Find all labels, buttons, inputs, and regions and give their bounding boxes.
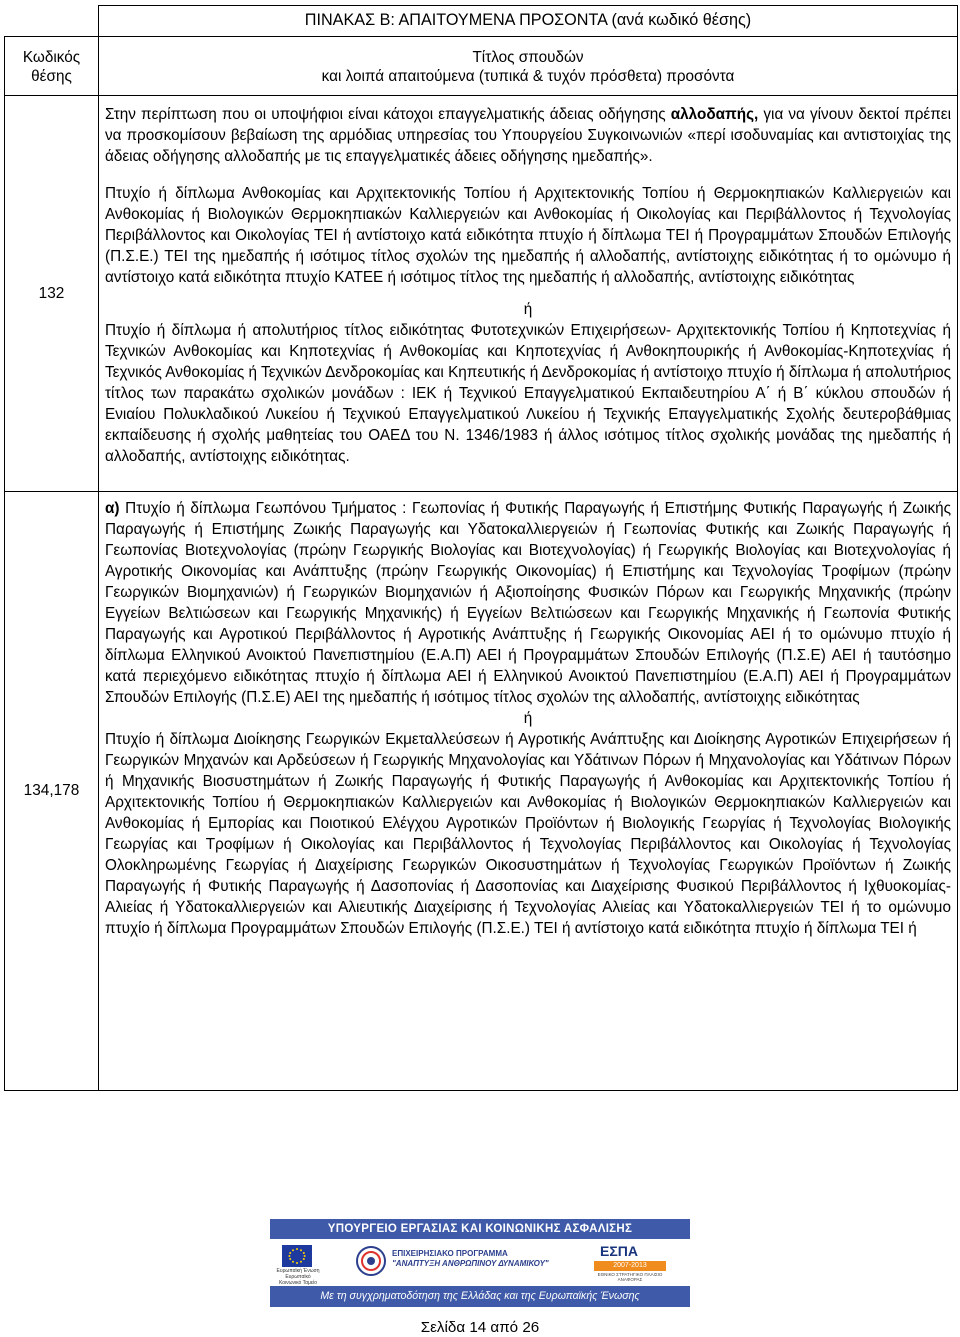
header-req-line1: Τίτλος σπουδών	[472, 49, 584, 66]
espa-subtitle: ΕΘΝΙΚΟ ΣΤΡΑΤΗΓΙΚΟ ΠΛΑΙΣΙΟ ΑΝΑΦΟΡΑΣ	[597, 1272, 663, 1282]
header-req-line2: και λοιπά απαιτούμενα (τυπικά & τυχόν πρόσθετα) προσόντα	[321, 68, 735, 85]
table-row	[5, 96, 958, 492]
cofunding-slogan: Με τη συγχρηματοδότηση της Ελλάδας και της Ευρωπαϊκής Ένωσης	[270, 1286, 690, 1307]
program-name	[392, 1249, 549, 1269]
license-note-part2: για να γίνουν δεκτοί πρέπει να προσκομίσουν βεβαίωση της αρμόδιας υπηρεσίας του Υπουργείου Συγκοινωνιών «περί ισοδυναμίας και αντιστοιχίας της άδειας οδήγησης αλλοδαπής με τις επαγγελματικές άδειες οδήγησης ημεδαπής».	[105, 106, 951, 165]
requirement-paragraph: Πτυχίο ή δίπλωμα ή απολυτήριος τίτλος ειδικότητας Φυτοτεχνικών Επιχειρήσεων- Αρχιτεκτονικής Τοπίου ή Κηποτεχνίας ή Τεχνικών Ανθοκομίας και Κηποτεχνίας ή Ανθοκομίας και Κηποτεχνίας ή Ανθοκηπουρικής ή Ανθοκομίας-Κηποτεχνίας ή Τεχνικός Ανθοκομίας ή Τεχνικών Δενδροκομίας και Κηπευτικής ή Δενδροκομίας ή αντίστοιχο πτυχίο ή δίπλωμα ή απολυτήριος τίτλος των παρακάτω σχολικών μονάδων : ΙΕΚ ή Τεχνικού Επαγγελματικού Εκπαιδευτηρίου Α΄ ή Β΄ κύκλου σπουδών ή Ενιαίου Πολυκλαδικού Λυκείου ή Τεχνικού Επαγγελματικού Λυκείου ή Τεχνικής Επαγγελματικής Σχολής δευτεροβάθμιας εκπαίδευσης ή σχολής μαθητείας του ΟΑΕΔ του Ν. 1346/1983 ή άλλος ισότιμος τίτλος σχολικής μονάδας της ημεδαπής ή αλλοδαπής, αντίστοιχης ειδικότητας.	[105, 322, 951, 465]
table-title-row	[5, 6, 958, 37]
eu-label: Ευρωπαϊκή Ένωση Ευρωπαϊκό Κοινωνικό Ταμείο	[276, 1268, 320, 1286]
requirement-paragraph: Πτυχίο ή δίπλωμα Ανθοκομίας και Αρχιτεκτονικής Τοπίου ή Αρχιτεκτονικής Τοπίου ή Θερμοκηπιακών Καλλιεργειών και Ανθοκομίας ή Βιολογικών Θερμοκηπιακών Καλλιεργειών και Ανθοκομίας ή Οικολογίας και Περιβάλλοντος ή Τεχνολογίας Περιβάλλοντος και Οικολογίας ΤΕΙ ή αντίστοιχο κατά ειδικότητα πτυχίο ή δίπλωμα ΤΕΙ ή Προγραμμάτων Σπουδών Επιλογής (Π.Σ.Ε.) ΤΕΙ της ημεδαπής ή ισότιμος τίτλος σχολών της ημεδαπής ή αλλοδαπής, αντίστοιχης ειδικότητας ή το ομώνυμο ή αντίστοιχο κατά ειδικότητα πτυχίο ΚΑΤΕΕ ή ισότιμος τίτλος της ημεδαπής ή αλλοδαπής, αντίστοιχης ειδικότητας	[105, 185, 951, 286]
license-note	[105, 104, 951, 167]
or-separator: ή	[523, 710, 533, 727]
table-title-cell	[5, 6, 99, 37]
espa-logo	[590, 1243, 670, 1281]
or-separator: ή	[523, 301, 533, 318]
document-page	[4, 5, 957, 1091]
requirement-paragraph	[105, 498, 951, 708]
espa-name: ΕΣΠΑ	[600, 1243, 638, 1259]
header-requirements	[99, 37, 958, 96]
ministry-label: ΥΠΟΥΡΓΕΙΟ ΕΡΓΑΣΙΑΣ ΚΑΙ ΚΟΙΝΩΝΙΚΗΣ ΑΣΦΑΛΙΣΗΣ	[270, 1219, 690, 1239]
eu-flag-icon	[282, 1245, 312, 1267]
requirement-text: Πτυχίο ή δίπλωμα Γεωπόνου Τμήματος : Γεωπονίας ή Φυτικής Παραγωγής ή Επιστήμης Φυτικής Παραγωγής ή Ζωικής Παραγωγής ή Επιστήμης Ζωικής Παραγωγής και Υδατοκαλλιεργειών ή Γεωπονίας Φυτικής και Ζωικής Παραγωγής ή Γεωπονίας Βιοτεχνολογίας (πρώην Γεωργικής Βιολογίας και Βιοτεχνολογίας) ή Γεωργικής Βιολογίας και Βιοτεχνολογίας ή Αγροτικής Οικονομίας και Ανάπτυξης (πρώην Γεωργικής Οικονομίας) ή Επιστήμης και Τεχνολογίας Τροφίμων (πρώην Γεωργικών Βιομηχανιών) ή Γεωργικών Βιομηχανιών ή Αξιοποίησης Φυσικών Πόρων και Γεωργικής Μηχανικής (πρώην Εγγείων Βελτιώσεων και Γεωργικής Μηχανικής) ή Εγγείων Βελτιώσεων και Γεωργικής Μηχανικής ή Γεωπονία Φυτικής Παραγωγής και Αγροτικού Περιβάλλοντος ή Αγροτικής Ανάπτυξης ή Γεωργικής Οικονομίας ΑΕΙ ή το ομώνυμο πτυχίο ή δίπλωμα Ελληνικού Ανοικτού Πανεπιστημίου (Ε.Α.Π) ΑΕΙ ή Προγραμμάτων Σπουδών Επιλογής (Π.Σ.Ε) ΑΕΙ ή ταυτόσημο κατά περιεχόμενο ειδικότητας πτυχίο ή δίπλωμα ΑΕΙ ή Ελληνικού Ανοικτού Πανεπιστημίου (Ε.Α.Π) ΑΕΙ ή Προγραμμάτων Σπουδών Επιλογής (Π.Σ.Ε) ΑΕΙ της ημεδαπής ή ισότιμος τίτλος σχολών της αλλοδαπής, αντίστοιχης ειδικότητας	[105, 500, 951, 706]
item-marker: α)	[105, 500, 120, 517]
table-header-row	[5, 37, 958, 96]
requirements-cell	[99, 96, 958, 492]
logos-strip	[270, 1239, 690, 1286]
cofunding-banner	[270, 1219, 690, 1307]
position-code: 132	[5, 96, 99, 492]
program-line1: ΕΠΙΧΕΙΡΗΣΙΑΚΟ ΠΡΟΓΡΑΜΜΑ	[392, 1249, 508, 1258]
license-note-bold: αλλοδαπής,	[670, 106, 759, 123]
license-note-part1: Στην περίπτωση που οι υποψήφιοι είναι κάτοχοι επαγγελματικής άδειας οδήγησης	[105, 106, 671, 123]
header-code	[5, 37, 99, 96]
page-number: Σελίδα 14 από 26	[420, 1319, 540, 1336]
requirements-cell	[99, 492, 958, 1091]
program-line2: "ΑΝΑΠΤΥΞΗ ΑΝΘΡΩΠΙΝΟΥ ΔΥΝΑΜΙΚΟΥ"	[392, 1259, 549, 1268]
requirements-table	[4, 5, 958, 1091]
header-code-line2: θέσης	[31, 68, 72, 85]
espa-years: 2007-2013	[594, 1261, 666, 1271]
header-code-line1: Κωδικός	[22, 49, 81, 66]
table-row	[5, 492, 958, 1091]
requirement-paragraph: Πτυχίο ή δίπλωμα Διοίκησης Γεωργικών Εκμεταλλεύσεων ή Αγροτικής Ανάπτυξης και Διοίκησης Αγροτικών Επιχειρήσεων ή Γεωργικών Μηχανών και Αρδεύσεων ή Γεωργικής Μηχανολογίας και Υδάτινων Πόρων ή Μηχανολογίας και Υδάτινων Πόρων ή Μηχανικής Βιοσυστημάτων ή Ζωικής Παραγωγής ή Φυτικής Παραγωγής ή Ανθοκομίας και Αρχιτεκτονικής Τοπίου ή Αρχιτεκτονικής Τοπίου ή Θερμοκηπιακών Καλλιεργειών και Ανθοκομίας ή Βιολογικών Θερμοκηπιακών Καλλιεργειών και Ανθοκομίας ή Εμπορίας και Ποιοτικού Ελέγχου Αγροτικών Προϊόντων ή Βιολογικής Γεωργίας ή Τεχνολογίας Βιολογικής Γεωργίας και Τροφίμων ή Οικολογίας και Περιβάλλοντος ή Τεχνολογίας Περιβάλλοντος και Οικολογίας ή Τεχνολογίας Ολοκληρωμένης Γεωργίας ή Διαχείρισης Γεωργικών Οικοσυστημάτων ή Τεχνολογίας Γεωργικών Προϊόντων ή Ζωικής Παραγωγής ή Φυτικής Παραγωγής ή Δασοπονίας ή Δασοπονίας και Διαχείρισης Φυσικού Περιβάλλοντος ή Ιχθυοκομίας-Αλιείας ή Υδατοκαλλιεργειών και Αλιευτικής Διαχείρισης ή Τεχνολογίας Αλιείας και Υδατοκαλλιεργειών ΤΕΙ ή το ομώνυμο πτυχίο ή δίπλωμα Προγραμμάτων Σπουδών Επιλογής (Π.Σ.Ε.) ΤΕΙ ή αντίστοιχο κατά ειδικότητα πτυχίο ή δίπλωμα ΤΕΙ ή	[105, 731, 951, 937]
position-code: 134,178	[5, 492, 99, 1091]
table-title: ΠΙΝΑΚΑΣ Β: ΑΠΑΙΤΟΥΜΕΝΑ ΠΡΟΣΟΝΤΑ (ανά κωδικό θέσης)	[99, 6, 958, 37]
program-logo-icon	[354, 1243, 388, 1279]
